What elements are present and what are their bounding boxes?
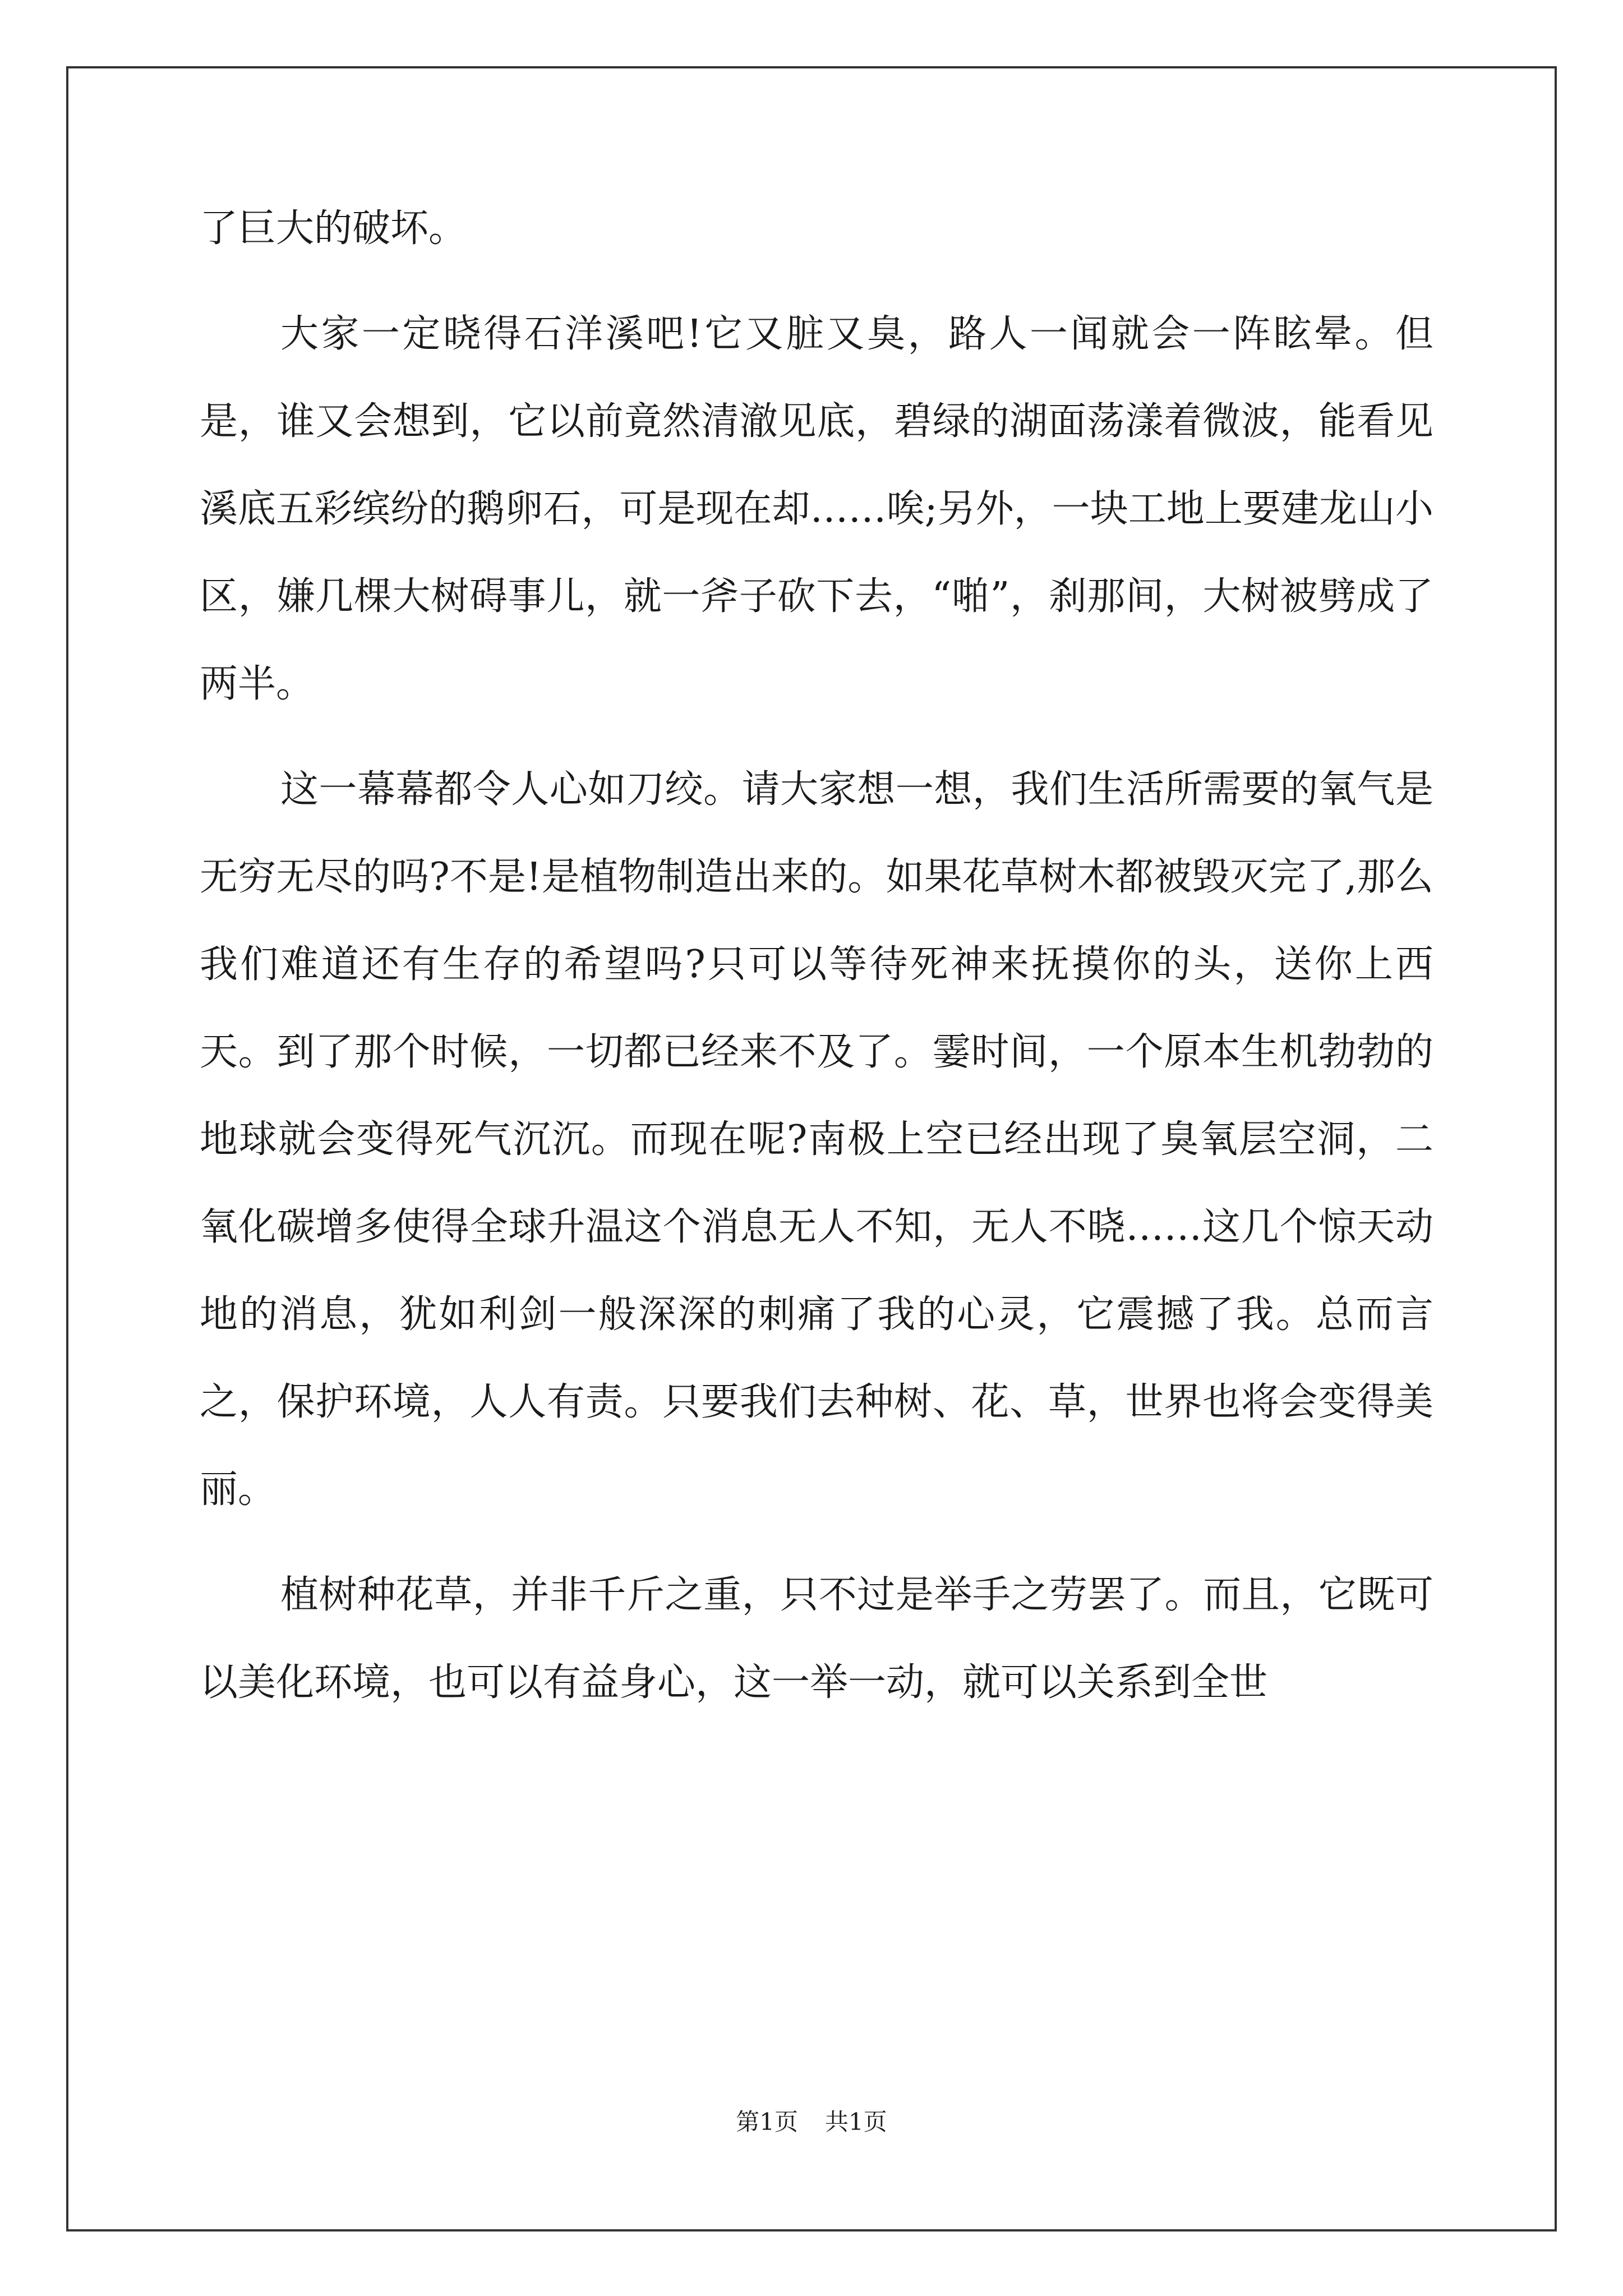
paragraph-4: 植树种花草，并非千斤之重，只不过是举手之劳罢了。而且，它既可以美化环境，也可以有益身心，这一举一动，就可以关系到全世 <box>200 1573 1433 1705</box>
page-number-total: 共1页 <box>825 2108 887 2136</box>
document-body <box>200 185 1433 1745</box>
page-number-current: 第1页 <box>736 2108 798 2136</box>
paragraph-2: 大家一定晓得石洋溪吧!它又脏又臭，路人一闻就会一阵眩晕。但是，谁又会想到，它以前竟然清澈见底，碧绿的湖面荡漾着微波，能看见溪底五彩缤纷的鹅卵石，可是现在却……唉;另外，一块工地上要建龙山小区，嫌几棵大树碍事儿，就一斧子砍下去，“啪”，刹那间，大树被劈成了两半。 <box>200 312 1433 706</box>
paragraph-1: 了巨大的破坏。 <box>200 206 467 251</box>
paragraph-3: 这一幕幕都令人心如刀绞。请大家想一想，我们生活所需要的氧气是无穷无尽的吗?不是!是植物制造出来的。如果花草树木都被毁灭完了,那么我们难道还有生存的希望吗?只可以等待死神来抚摸你的头，送你上西天。到了那个时候，一切都已经来不及了。霎时间，一个原本生机勃勃的地球就会变得死气沉沉。而现在呢?南极上空已经出现了臭氧层空洞，二氧化碳增多使得全球升温这个消息无人不知，无人不晓……这几个惊天动地的消息，犹如利剑一般深深的刺痛了我的心灵，它震撼了我。总而言之，保护环境，人人有责。只要我们去种树、花、草，世界也将会变得美丽。 <box>200 767 1433 1512</box>
page-footer <box>0 2104 1623 2137</box>
